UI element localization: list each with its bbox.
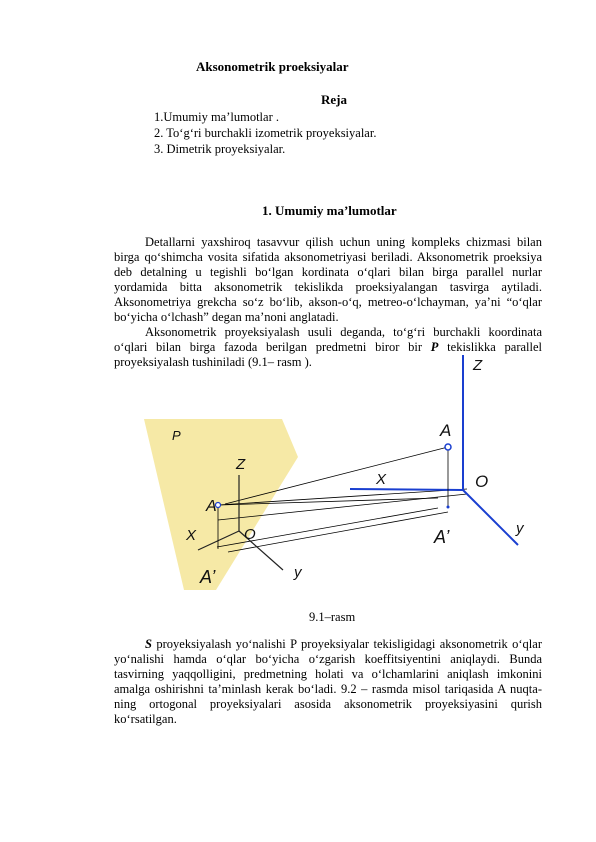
paragraph-3 (114, 637, 542, 727)
point-a (445, 444, 451, 450)
plane-o-label: O (244, 526, 256, 543)
plane-a-label: A (206, 498, 217, 515)
point-a-prime (447, 506, 450, 509)
space-y-label: y (516, 520, 524, 537)
paragraph-2-text-a: Aksonometrik proyeksiyalash usuli deganda, to‘g‘ri burchakli koordinata o‘qlari bilan birga fazoda berilgan predmetni biror bir (114, 325, 542, 354)
paragraph-2-text-b: tekislikka parallel proyeksiyalash tushiniladi (9.1– rasm ). (114, 340, 542, 369)
paragraph-3-text: proyeksiyalash yo‘nalishi P proyeksiyalar tekisligidagi aksonometrik o‘qlar yo‘nalishi hamda o‘qlar bo‘yicha o‘zgarish koeffitsiyentini aniqlaydi. Bunda tasvirning yaqqolligini, predmetning holati va o‘lchamlarini aniqlash imkonini amalga oshirishni ta’minlash kerak bo‘ladi. 9.2 – rasmda misol tariqasida A nuqta-ning ortogonal proyeksiyalari asosida aksonometrik proyeksiyasini qurish ko‘rsatilgan. (114, 637, 542, 726)
plan-item: 1.Umumiy ma’lumotlar . (154, 110, 279, 124)
section-heading: 1. Umumiy ma’lumotlar (262, 203, 397, 218)
space-x-label: X (376, 471, 387, 488)
plane-a-prime-label: A’ (200, 567, 216, 587)
plane-x-label: X (186, 527, 197, 544)
space-o-label: O (475, 472, 489, 491)
spatial-axes (350, 355, 518, 545)
plane-label: P (172, 428, 181, 443)
direction-symbol: S (145, 637, 152, 651)
space-z-label: Z (473, 357, 483, 374)
plan-heading: Reja (321, 92, 347, 107)
axonometric-figure (118, 345, 538, 597)
figure-caption: 9.1–rasm (309, 610, 356, 624)
plane-z-label: Z (236, 456, 246, 473)
plan-item: 3. Dimetrik proyeksiyalar. (154, 142, 286, 156)
plane-symbol: P (430, 340, 439, 354)
paragraph-1: Detallarni yaxshiroq tasavvur qilish uchun uning kompleks chizmasi bilan birga qo‘shimcha vosita sifatida aksonometriyasi beriladi. Aksonometrik proeksiya deb detalning u tegishli bo‘lgan kordinata o‘qlari bilan birga parallel nurlar yordamida bitta aksonometrik tekislikda proeksiyalangan tasvirga aytiladi. Aksonometriya grekcha so‘z bo‘lib, akson-o‘q, metreo-o‘lchayman, ya’ni “o‘qlar bo‘yicha o‘lchash” degan ma’noni anglatadi. (114, 235, 542, 324)
plan-item: 2. To‘g‘ri burchakli izometrik proyeksiyalar. (154, 126, 377, 140)
page-title: Aksonometrik proeksiyalar (196, 59, 349, 74)
space-a-label: A (440, 421, 452, 440)
space-a-prime-label: A’ (434, 527, 450, 547)
plane-y-label: y (294, 564, 302, 581)
